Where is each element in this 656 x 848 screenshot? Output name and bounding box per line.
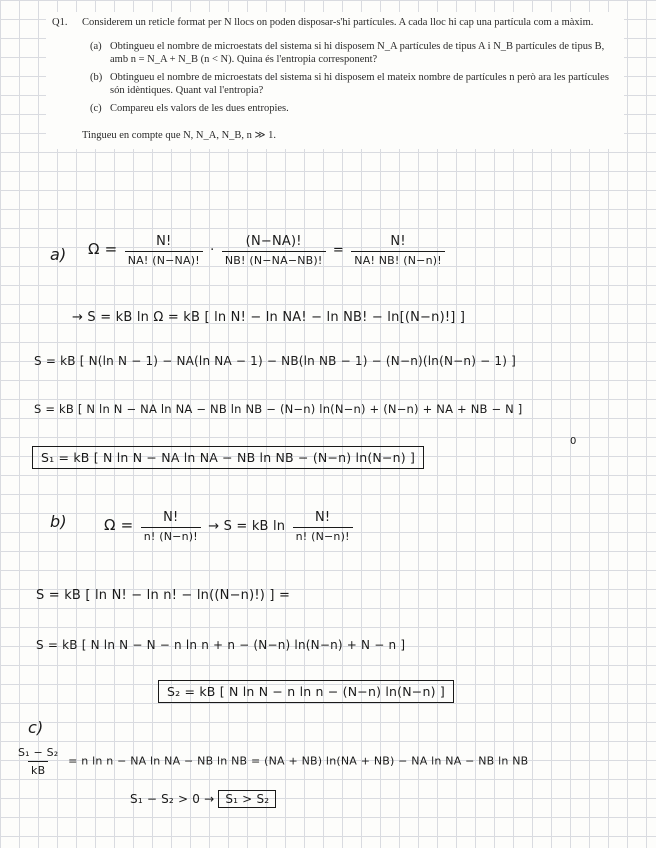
fraction-b2-denominator: n! (N−n)! [293,527,353,543]
omega-lhs: Ω = [88,240,118,258]
part-a-zero-note: 0 [570,436,577,447]
part-b-omega-equation [104,510,356,543]
item-c-label: (c) [90,102,102,114]
part-b-label: b) [50,512,67,531]
entropy-difference-numerator: S₁ − S₂ [18,746,59,759]
part-a-line-3: S = kB [ N(ln N − 1) − NA(ln NA − 1) − NB(ln NB − 1) − (N−n)(ln(N−n) − 1) ] [34,354,517,368]
entropy-difference-fraction [15,746,61,777]
part-c-label: c) [28,718,44,737]
fraction-b1-denominator: n! (N−n)! [141,527,201,543]
equals-sign: = [332,243,344,258]
part-b-line-2: S = kB [ ln N! − ln n! − ln((N−n)!) ] = [36,588,291,603]
fraction-2 [222,234,326,267]
part-b-result-box: S₂ = kB [ N ln N − n ln n − (N−n) ln(N−n) ] [158,680,454,703]
part-c-equation: = n ln n − NA ln NA − NB ln NB = (NA + NB) ln(NA + NB) − NA ln NA − NB ln NB [68,754,529,768]
part-b-line-3: S = kB [ N ln N − N − n ln n + n − (N−n) ln(N−n) + N − n ] [36,638,406,652]
item-b-text: Obtingueu el nombre de microestats del sistema si hi disposem el mateix nombre de partícules n però ara les partícules són idèntiques. Quant val l'entropia? [110,71,609,96]
question-row [52,16,618,30]
item-a [90,40,618,67]
fraction-1 [125,234,203,267]
fraction-b1 [141,510,201,543]
part-c-result-box: S₁ > S₂ [218,790,276,808]
question-text: Considerem un reticle format per N llocs on poden disposar-s'hi partícules. A cada lloc hi cap una partícula com a màxim. [82,17,594,28]
fraction-b1-numerator: N! [163,510,179,525]
fraction-1-denominator: NA! (N−NA)! [125,251,203,267]
part-a-line-2: → S = kB ln Ω = kB [ ln N! − ln NA! − ln NB! − ln[(N−n)!] ] [72,310,466,325]
part-a-label: a) [50,245,67,264]
question-items [90,40,618,116]
item-a-text: Obtingueu el nombre de microestats del sistema si hi disposem N_A partícules de tipus A i N_B partícules de tipus B, amb n = N_A + N_B (n < N). Quina és l'entropia corresponent? [110,40,605,65]
question-number: Q1. [52,17,68,28]
fraction-b2 [293,510,353,543]
fraction-3-numerator: N! [390,234,406,249]
entropy-difference-denominator: kB [28,761,48,777]
product-dot: · [210,243,215,258]
item-c [90,102,618,116]
fraction-1-numerator: N! [156,234,172,249]
part-a-line-4: S = kB [ N ln N − NA ln NA − NB ln NB − (N−n) ln(N−n) + (N−n) + NA + NB − N ] [34,402,523,416]
part-a-result-box: S₁ = kB [ N ln N − NA ln NA − NB ln NB − (N−n) ln(N−n) ] [32,446,424,469]
omega-lhs-b: Ω = [104,516,134,534]
fraction-3 [351,234,445,267]
item-b [90,71,618,98]
part-c-line-2 [130,792,276,806]
entropy-arrow: → S = kB ln [208,519,286,534]
fraction-2-numerator: (N−NA)! [245,234,302,249]
part-c-line-1 [12,746,528,777]
item-a-label: (a) [90,40,102,52]
fraction-b2-numerator: N! [314,510,331,525]
fraction-3-denominator: NA! NB! (N−n)! [351,251,445,267]
item-b-label: (b) [90,71,103,83]
difference-positive: S₁ − S₂ > 0 → [130,792,215,806]
fraction-2-denominator: NB! (N−NA−NB)! [222,251,326,267]
item-c-text: Compareu els valors de les dues entropies. [110,102,289,114]
problem-statement [46,12,624,149]
note: Tingueu en compte que N, N_A, N_B, n ≫ 1. [82,130,277,141]
part-a-omega-equation [88,234,448,267]
